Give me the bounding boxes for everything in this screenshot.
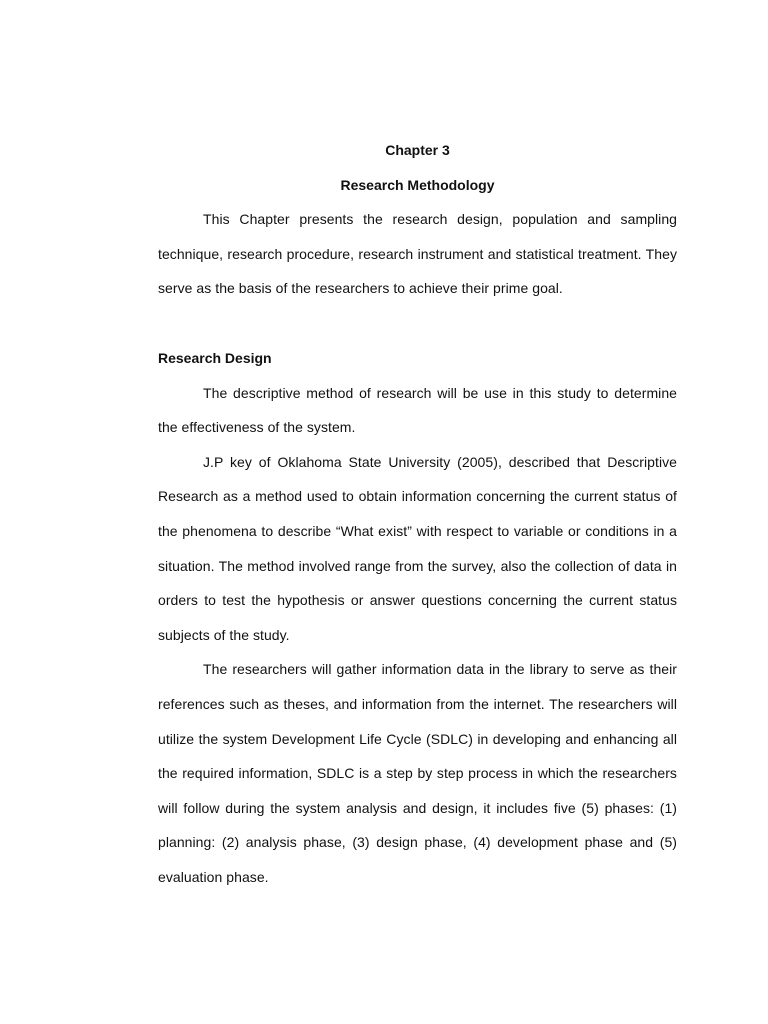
chapter-number: Chapter 3 (385, 142, 450, 158)
body-paragraph: The researchers will gather information data in the library to serve as their references such as theses, and information from the internet. The researchers will utilize the system Development Life Cycle (SDLC) in developing and enhancing all the required information, SDLC is a step by step process in which the researchers will follow during the system analysis and design, it includes five (5) phases: (1) planning: (2) analysis phase, (3) design phase, (4) development phase and (5) evaluation phase. (158, 661, 677, 885)
body-paragraph: J.P key of Oklahoma State University (2005), described that Descriptive Research as a method used to obtain information concerning the current status of the phenomena to describe “What exist” with respect to variable or conditions in a situation. The method involved range from the survey, also the collection of data in orders to test the hypothesis or answer questions concerning the current status subjects of the study. (158, 453, 677, 643)
section-heading: Research Design (158, 349, 272, 366)
chapter-title: Research Methodology (340, 176, 495, 193)
intro-paragraph: This Chapter presents the research design, population and sampling technique, research procedure, research instrument and statistical treatment. They serve as the basis of the researchers to achieve their prime goal. (158, 211, 677, 297)
body-paragraph: The descriptive method of research will be use in this study to determine the effectiveness of the system. (158, 384, 677, 436)
page-content (158, 133, 677, 894)
